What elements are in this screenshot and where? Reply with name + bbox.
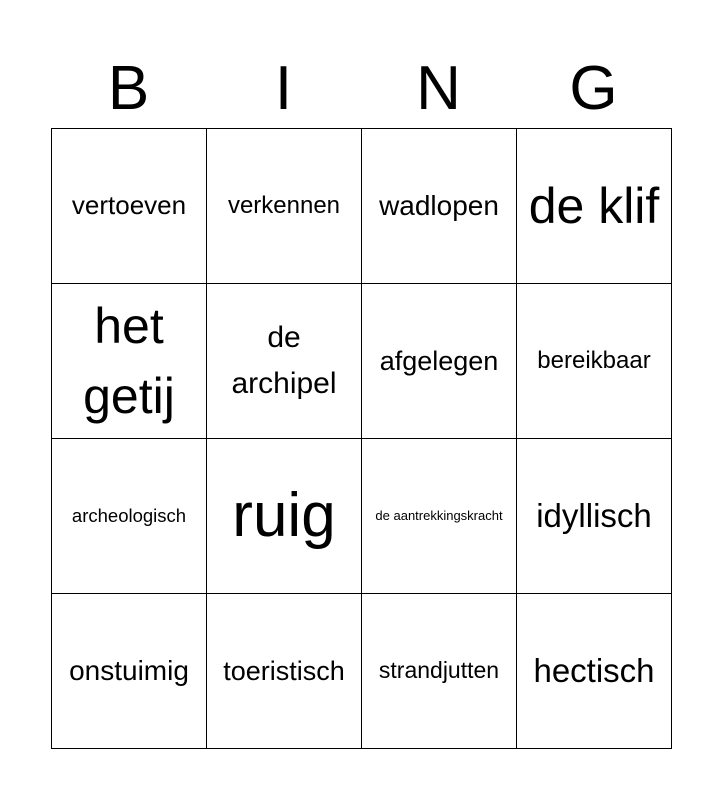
bingo-cell: idyllisch bbox=[517, 439, 672, 594]
bingo-cell: onstuimig bbox=[52, 594, 207, 749]
bingo-cell: de klif bbox=[517, 129, 672, 284]
bingo-header bbox=[51, 50, 671, 128]
grid-row bbox=[52, 129, 672, 284]
grid-row bbox=[52, 439, 672, 594]
header-letter-b: B bbox=[107, 54, 150, 123]
bingo-cell: bereikbaar bbox=[517, 284, 672, 439]
grid-row bbox=[52, 594, 672, 749]
bingo-cell: vertoeven bbox=[52, 129, 207, 284]
bingo-cell: archeologisch bbox=[52, 439, 207, 594]
bingo-cell: afgelegen bbox=[362, 284, 517, 439]
bingo-cell: de aantrekkingskracht bbox=[362, 439, 517, 594]
header-letter-g: G bbox=[569, 54, 618, 123]
bingo-cell: ruig bbox=[207, 439, 362, 594]
bingo-cell: de archipel bbox=[207, 284, 362, 439]
bingo-cell: hectisch bbox=[517, 594, 672, 749]
header-letter-i: I bbox=[274, 54, 293, 123]
bingo-cell: verkennen bbox=[207, 129, 362, 284]
grid-row bbox=[52, 284, 672, 439]
bingo-cell: strandjutten bbox=[362, 594, 517, 749]
bingo-cell: het getij bbox=[52, 284, 207, 439]
bingo-cell: wadlopen bbox=[362, 129, 517, 284]
bingo-cell: toeristisch bbox=[207, 594, 362, 749]
bingo-grid bbox=[51, 128, 672, 749]
header-letter-n: N bbox=[416, 54, 461, 123]
